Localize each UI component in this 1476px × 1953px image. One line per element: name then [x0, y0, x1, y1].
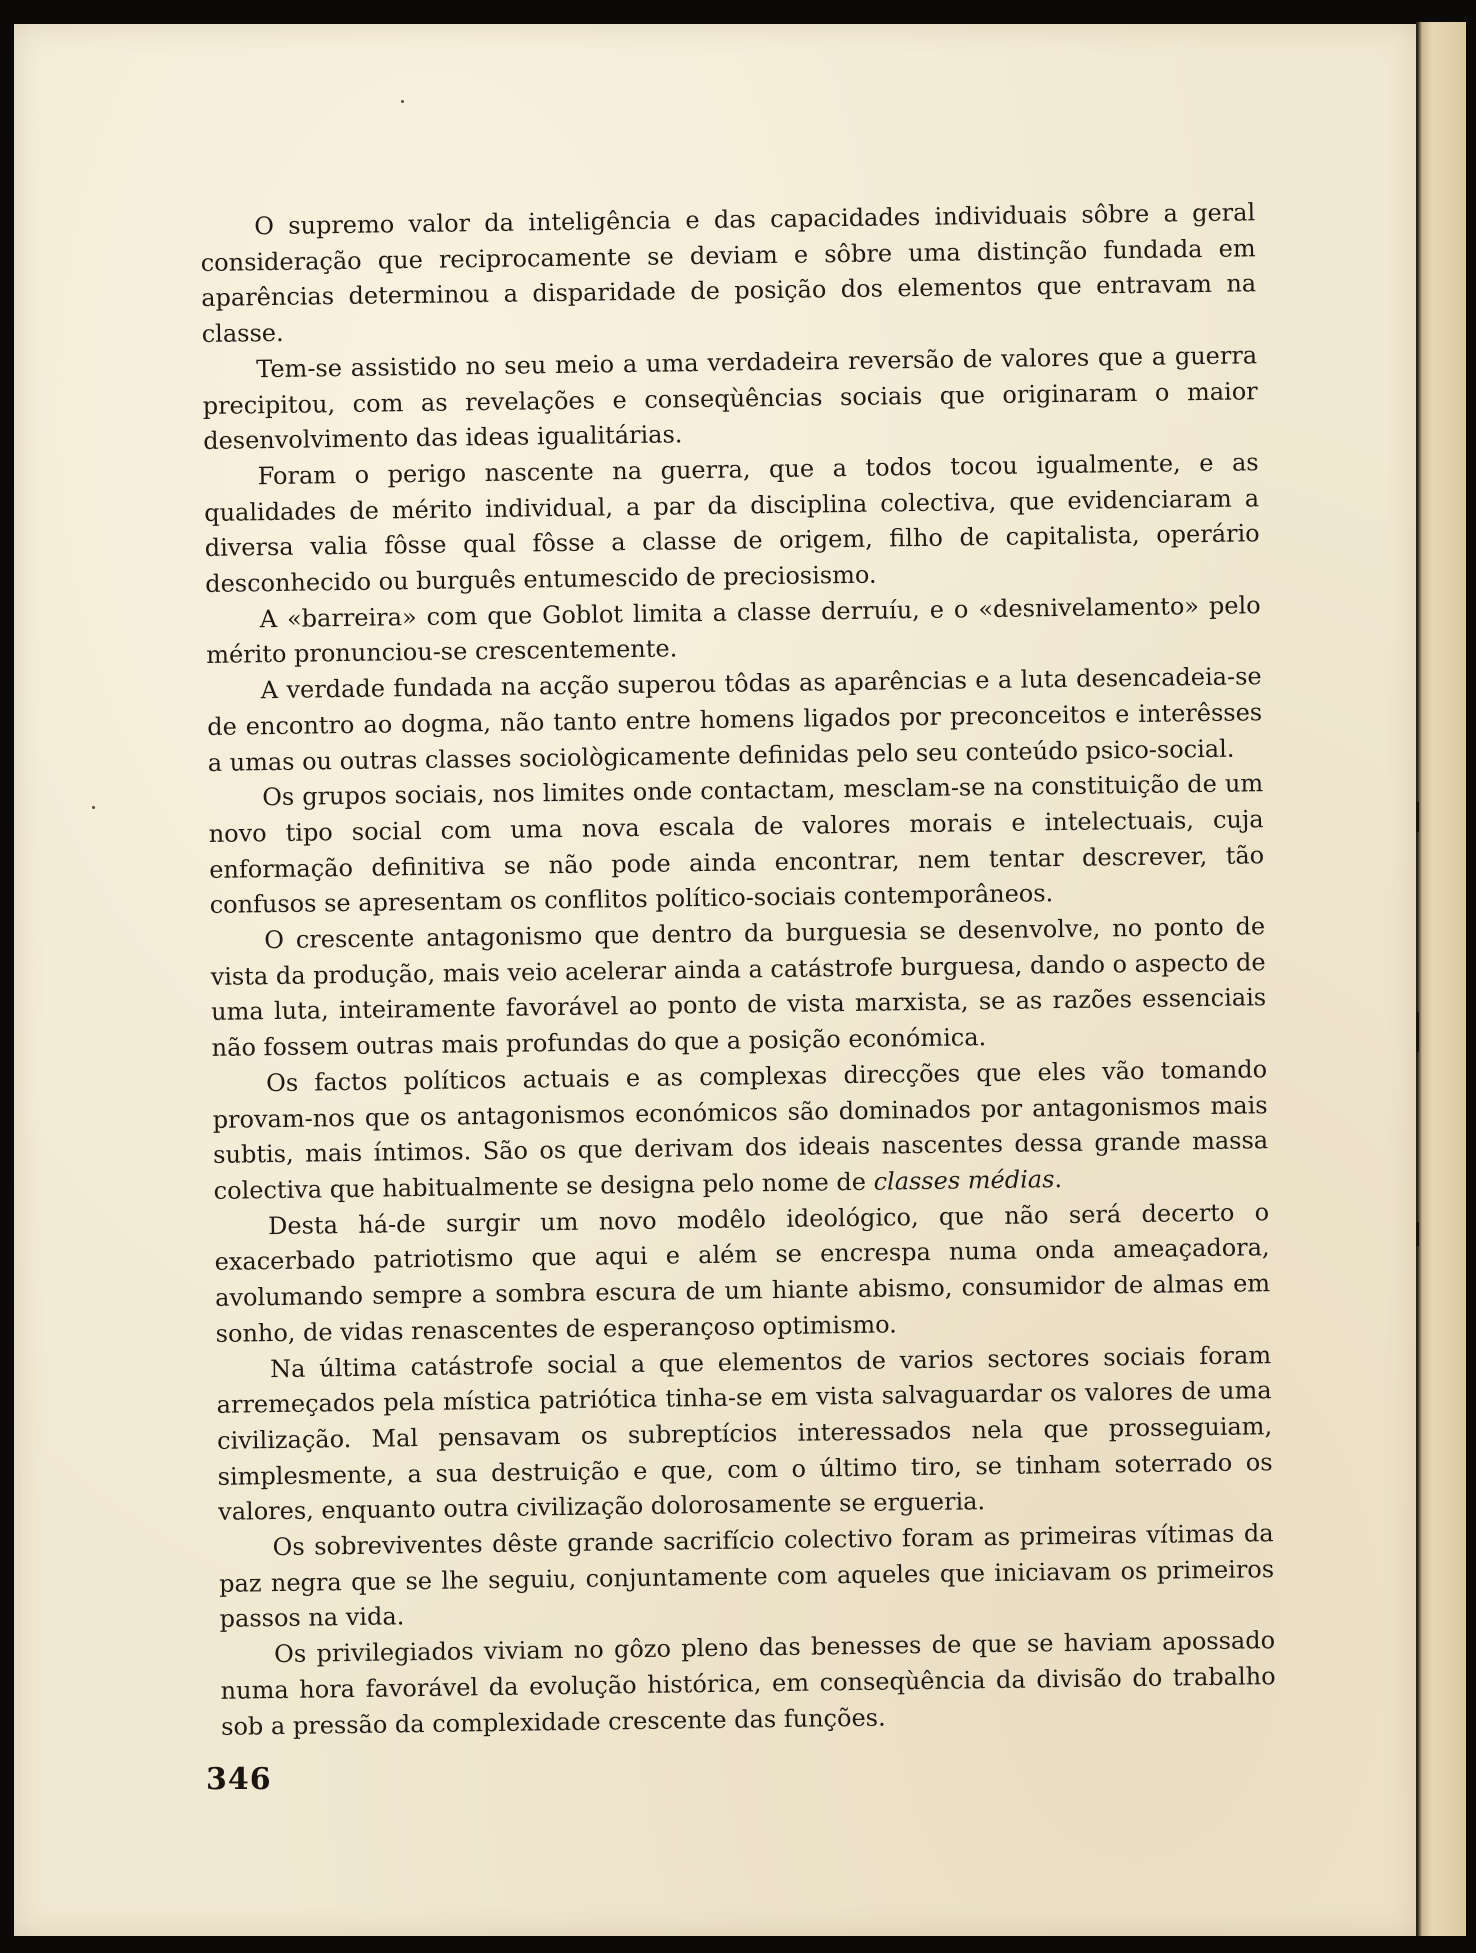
edge-mark [1416, 802, 1419, 832]
paragraph: Foram o perigo nascente na guerra, que a todos tocou igualmente, e as qualidades de mérito individual, a par da disciplina colectiva, que evidenciaram a diversa valia fôsse qual fôsse a classe de origem, filho de capitalista, operário desconhecido ou burguês entumescido de preciosismo. [204, 448, 1260, 598]
edge-mark [1416, 1222, 1419, 1246]
page-text [200, 195, 1276, 1745]
adjacent-page-edge [1416, 22, 1466, 1936]
paragraph: Os sobreviventes dêste grande sacrifício colectivo foram as primeiras vítimas da paz negra que se lhe seguiu, conjuntamente com aqueles que iniciavam os primeiros passos na vida. [218, 1519, 1275, 1634]
page-number: 346 [206, 1762, 272, 1797]
paragraph: O supremo valor da inteligência e das capacidades individuais sôbre a geral consideração que reciprocamente se deviam e sôbre uma distinção fundada em aparências determinou a disparidade de posição dos elementos que entravam na classe. [200, 198, 1257, 349]
paragraph: Os privilegiados viviam no gôzo pleno das benesses de que se haviam apossado numa hora favorável da evolução histórica, em conseqùência da divisão do trabalho sob a pressão da complexidade crescente das funções. [220, 1626, 1276, 1741]
paragraph-text-end: . [1054, 1165, 1063, 1194]
paragraph: Tem-se assistido no seu meio a uma verdadeira reversão de valores que a guerra precipitou, com as revelações e conseqùências sociais que originaram o maior desenvolvimento das ideas igualitárias. [202, 341, 1258, 456]
paper-speck [92, 806, 95, 809]
paragraph: Na última catástrofe social a que elementos de varios sectores sociais foram arremeçados pela mística patriótica tinha-se em vista salvaguardar os valores de uma civilização. Mal pensavam os subreptícios interessados nela que prosseguiam, simplesmente, a sua destruição e que, com o último tiro, se tinham soterrado os valores, enquanto outra civilização dolorosamente se ergueria. [216, 1340, 1273, 1527]
paragraph-with-emphasis [212, 1052, 1269, 1210]
paper-speck [401, 100, 404, 103]
paragraph-text: Os factos políticos actuais e as complexas direcções que eles vão tomando provam-nos que os antagonismos económicos são dominados por antagonismos mais subtis, mais íntimos. São os que derivam dos ideais nascentes dessa grande massa colectiva que habitualmente se designa pelo nome de [212, 1055, 1269, 1205]
paragraph: O crescente antagonismo que dentro da burguesia se desenvolve, no ponto de vista da produção, mais veio acelerar ainda a catástrofe burguesa, dando o aspecto de uma luta, inteiramente favorável ao ponto de vista marxista, se as razões essenciais não fossem outras mais profundas do que a posição económica. [210, 912, 1267, 1063]
paragraph: A «barreira» com que Goblot limita a classe derruíu, e o «desnivelamento» pelo mérito pronunciou-se crescentemente. [206, 590, 1261, 670]
paragraph: Desta há-de surgir um novo modêlo ideológico, que não será decerto o exacerbado patriotismo que aqui e além se encrespa numa onda ameaçadora, avolumando sempre a sombra escura de um hiante abismo, consumidor de almas em sonho, de vidas renascentes de esperançoso optimismo. [214, 1197, 1271, 1348]
paragraph: A verdade fundada na acção superou tôdas as aparências e a luta desencadeia-se de encontro ao dogma, não tanto entre homens ligados por preconceitos e interêsses a umas ou outras classes sociològicamente definidas pelo seu conteúdo psico-social. [207, 662, 1263, 777]
edge-mark [1416, 1012, 1419, 1052]
emphasized-term: classes médias [873, 1165, 1055, 1196]
paragraph: Os grupos sociais, nos limites onde contactam, mesclam-se na constituição de um novo tipo social com uma nova escala de valores morais e intelectuais, cuja enformação definitiva se não pode ainda encontrar, nem tentar descrever, tão confusos se apresentam os conflitos político-sociais contemporâneos. [208, 769, 1265, 920]
